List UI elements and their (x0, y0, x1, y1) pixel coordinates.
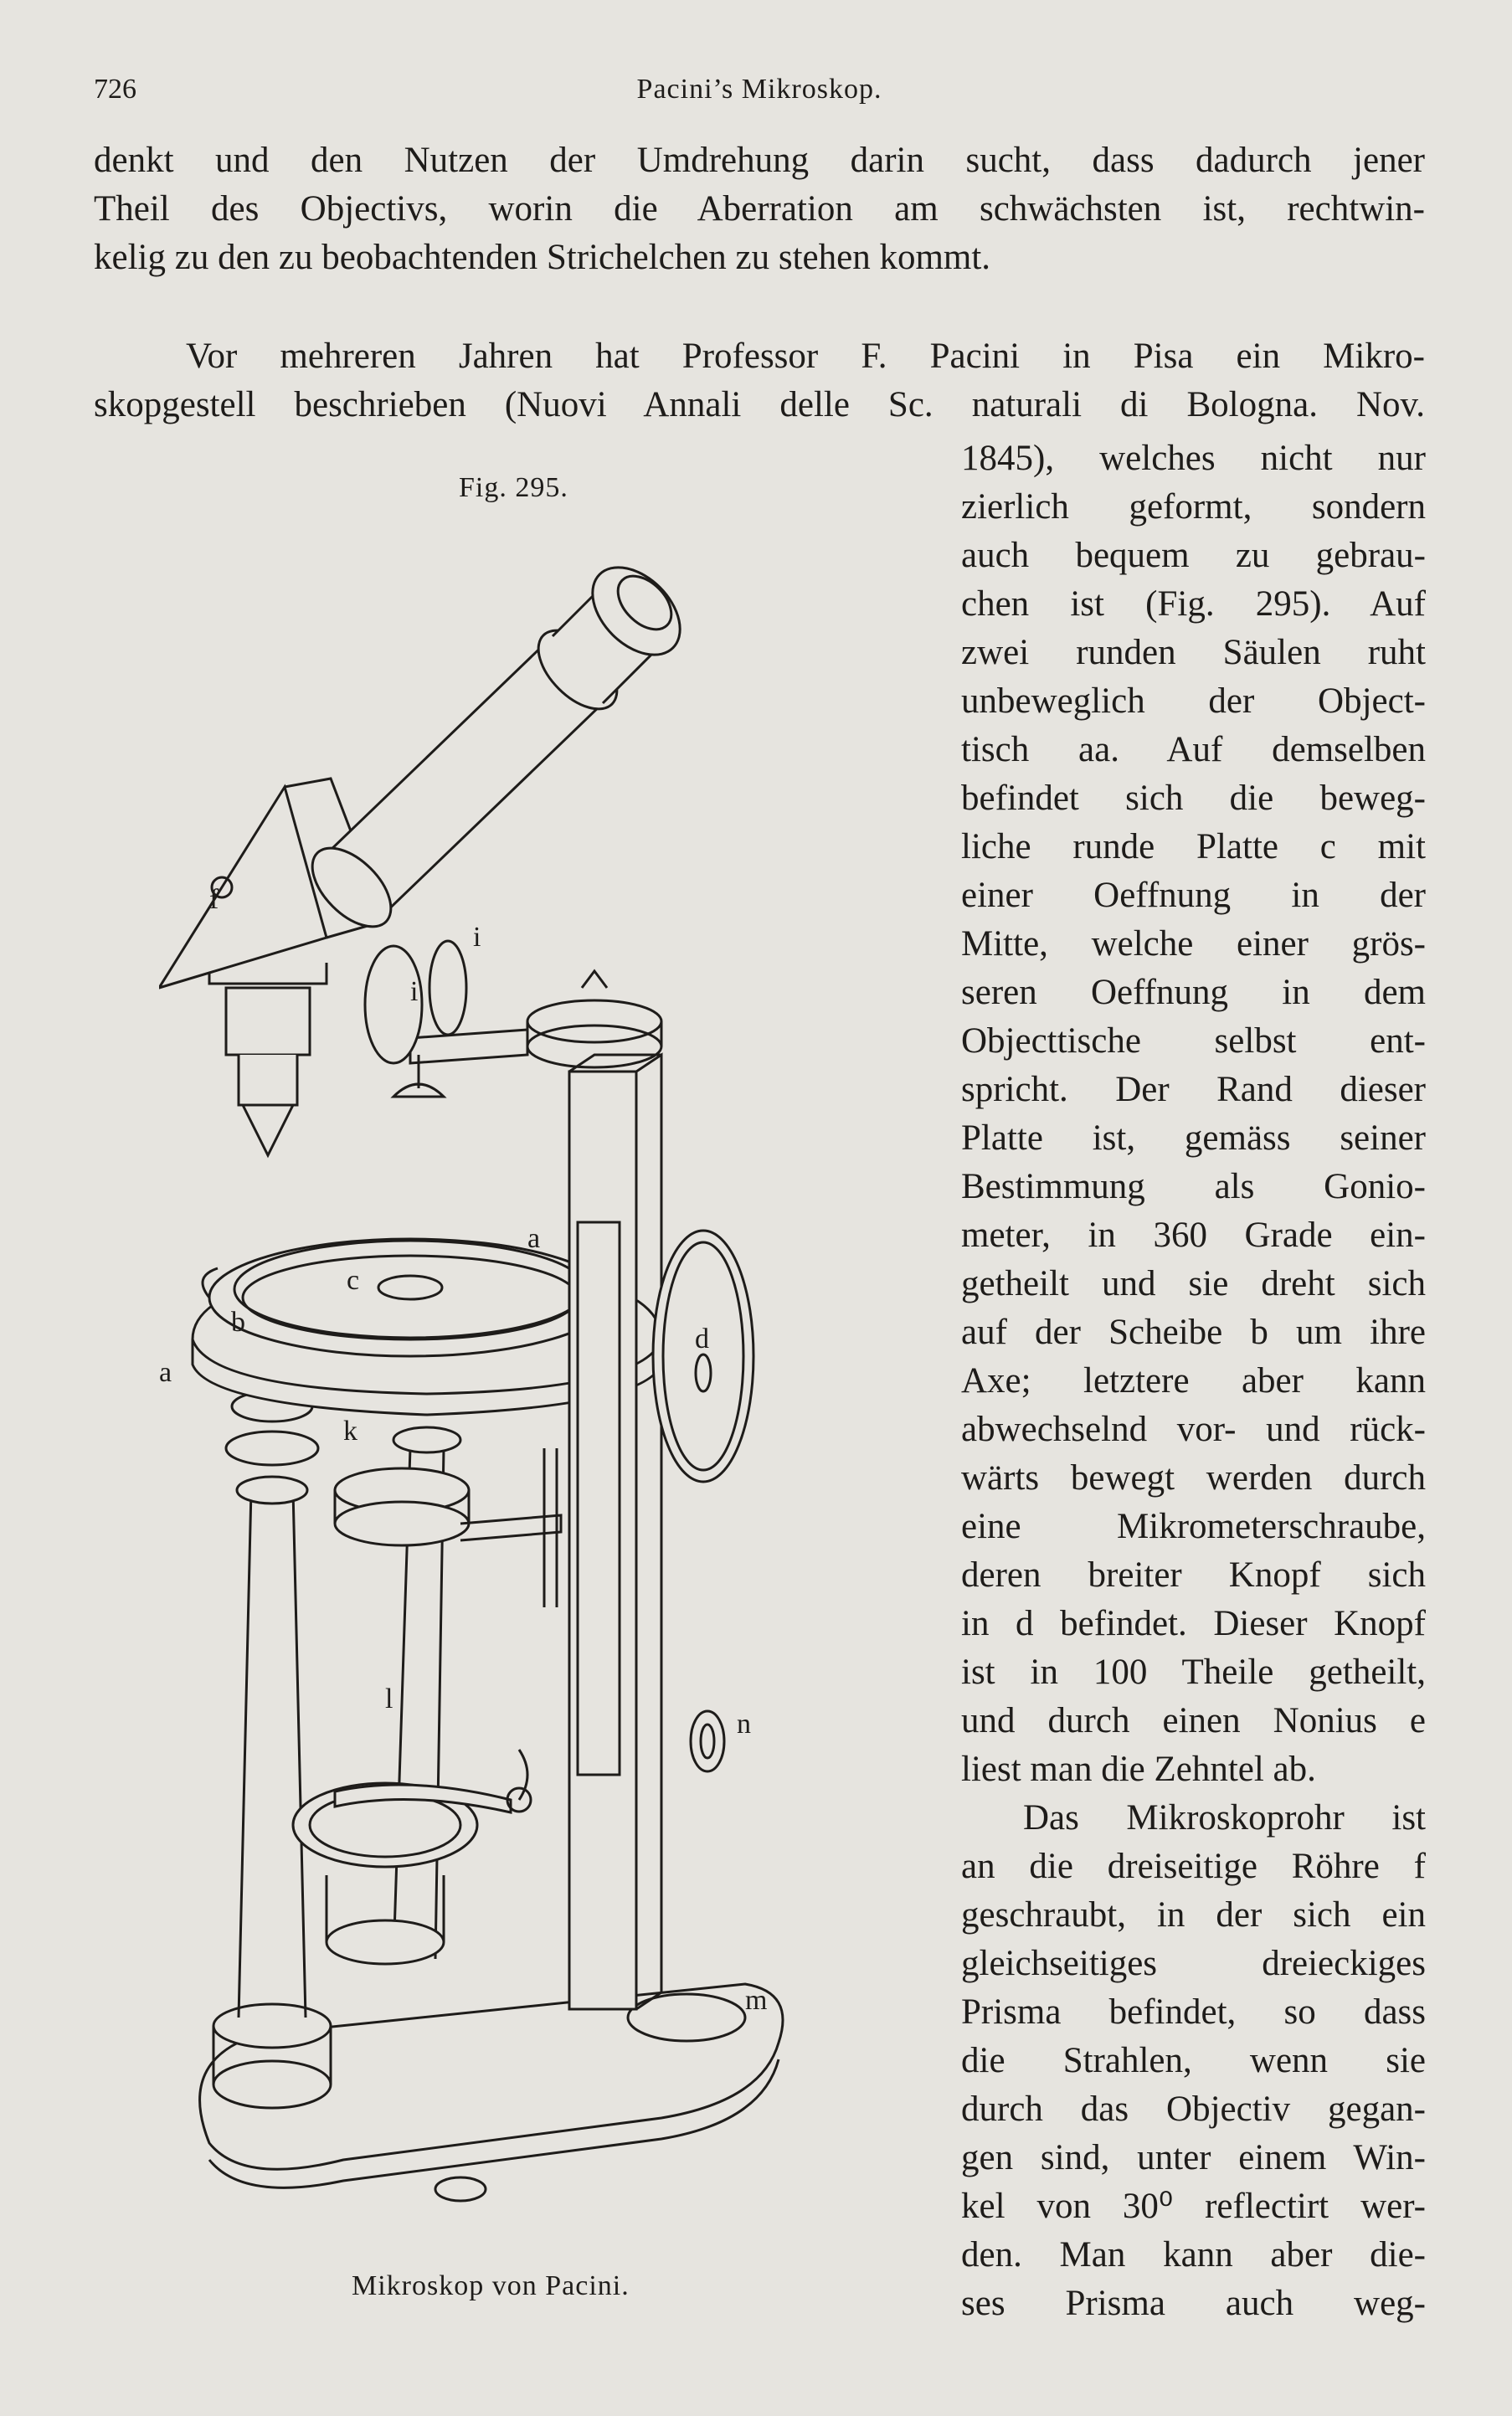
figure-letter-i: i (410, 976, 419, 1007)
side-text-line: zierlich geformt, sondern (961, 487, 1426, 527)
figure-letter-i: i (473, 922, 481, 953)
figure-letter-a: a (527, 1223, 541, 1254)
figure-caption: Mikroskop von Pacini. (352, 2270, 630, 2301)
side-text-line: ses Prisma auch weg- (961, 2284, 1426, 2323)
side-text-line: eine Mikrometerschraube, (961, 1507, 1426, 1546)
figure-letter-c: c (347, 1265, 360, 1296)
side-text-line: gleichseitiges dreieckiges (961, 1944, 1426, 1983)
figure-letter-n: n (737, 1709, 751, 1740)
side-text-line: abwechselnd vor- und rück- (961, 1410, 1426, 1449)
side-text-line: und durch einen Nonius e (961, 1701, 1426, 1740)
running-title: Pacini’s Mikroskop. (636, 74, 882, 105)
text-line: denkt und den Nutzen der Umdrehung darin sucht, dass dadurch jener (94, 141, 1425, 180)
side-text-line: Platte ist, gemäss seiner (961, 1118, 1426, 1158)
figure-letter-b: b (231, 1307, 245, 1338)
side-text-line: die Strahlen, wenn sie (961, 2041, 1426, 2080)
side-text-line: den. Man kann aber die- (961, 2235, 1426, 2275)
side-text-line: Das Mikroskoprohr ist (1023, 1798, 1426, 1838)
figure-letter-a: a (159, 1357, 172, 1388)
figure-letter-m: m (745, 1985, 768, 2016)
text-line: skopgestell beschrieben (Nuovi Annali delle Sc. naturali di Bologna. Nov. (94, 385, 1425, 424)
side-text-line: in d befindet. Dieser Knopf (961, 1604, 1426, 1643)
side-text-line: Axe; letztere aber kann (961, 1361, 1426, 1401)
side-text-line: liche runde Platte c mit (961, 827, 1426, 866)
figure-letter-f: f (209, 884, 219, 915)
page-number: 726 (94, 74, 136, 105)
side-text-line: ist in 100 Theile getheilt, (961, 1653, 1426, 1692)
figure-letter-l: l (385, 1683, 393, 1714)
side-text-line: chen ist (Fig. 295). Auf (961, 584, 1426, 624)
text-line: Vor mehreren Jahren hat Professor F. Pacini in Pisa ein Mikro- (186, 337, 1425, 376)
side-text-line: deren breiter Knopf sich (961, 1555, 1426, 1595)
side-text-line: spricht. Der Rand dieser (961, 1070, 1426, 1109)
text-line: Theil des Objectivs, worin die Aberration am schwächsten ist, rechtwin- (94, 189, 1425, 229)
side-text-line: durch das Objectiv gegan- (961, 2090, 1426, 2129)
page-header (94, 74, 1425, 116)
side-text-line: geschraubt, in der sich ein (961, 1895, 1426, 1935)
side-text-line: tisch aa. Auf demselben (961, 730, 1426, 769)
side-text-line: liest man die Zehntel ab. (961, 1750, 1316, 1789)
side-text-line: wärts bewegt werden durch (961, 1458, 1426, 1498)
side-text-line: gen sind, unter einem Win- (961, 2138, 1426, 2177)
side-text-line: befindet sich die beweg- (961, 779, 1426, 818)
text-line: kelig zu den zu beobachtenden Strichelchen zu stehen kommt. (94, 238, 991, 277)
side-text-line: unbeweglich der Object- (961, 681, 1426, 721)
side-text-line: seren Oeffnung in dem (961, 973, 1426, 1012)
side-text-line: getheilt und sie dreht sich (961, 1264, 1426, 1303)
side-text-line: meter, in 360 Grade ein- (961, 1216, 1426, 1255)
figure-letter-d: d (695, 1324, 709, 1355)
side-text-line: zwei runden Säulen ruht (961, 633, 1426, 672)
side-text-line: Bestimmung als Gonio- (961, 1167, 1426, 1206)
side-text-line: einer Oeffnung in der (961, 876, 1426, 915)
side-text-line: auch bequem zu gebrau- (961, 536, 1426, 575)
figure-letter-k: k (343, 1416, 357, 1447)
side-text-line: kel von 30⁰ reflectirt wer- (961, 2187, 1426, 2226)
side-text-line: Mitte, welche einer grös- (961, 924, 1426, 964)
side-text-line: an die dreiseitige Röhre f (961, 1847, 1426, 1886)
side-text-line: Prisma befindet, so dass (961, 1992, 1426, 2032)
side-text-line: auf der Scheibe b um ihre (961, 1313, 1426, 1352)
side-text-line: 1845), welches nicht nur (961, 439, 1426, 478)
microscope-illustration (159, 519, 946, 2210)
side-text-line: Objecttische selbst ent- (961, 1021, 1426, 1061)
figure-label: Fig. 295. (459, 472, 568, 503)
